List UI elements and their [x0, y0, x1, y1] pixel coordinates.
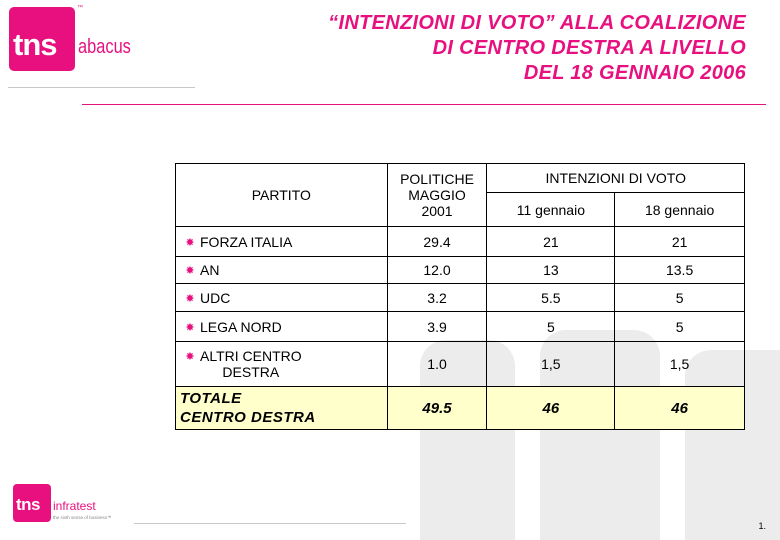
party-cell	[176, 342, 388, 387]
header-row	[176, 164, 745, 193]
asterisk-bullet-icon: ✸	[185, 351, 195, 363]
party-cell	[176, 312, 388, 342]
header-intenzioni: INTENZIONI DI VOTO	[487, 164, 745, 193]
value-2001: 1.0	[387, 342, 487, 387]
title-divider	[82, 104, 766, 105]
header-politiche	[387, 164, 487, 227]
header-18-gennaio: 18 gennaio	[615, 193, 745, 227]
party-name: AN	[200, 262, 220, 278]
logo-brand: tns	[16, 495, 40, 514]
logo-sub: infratest	[53, 499, 96, 513]
party-cell	[176, 257, 388, 284]
footer-divider	[134, 523, 406, 524]
logo-divider	[8, 87, 195, 88]
value-11-gennaio: 13	[487, 257, 615, 284]
value-11-gennaio: 5.5	[487, 284, 615, 312]
party-cell	[176, 284, 388, 312]
tns-infratest-logo	[13, 484, 133, 524]
table-row	[176, 257, 745, 284]
tns-abacus-logo	[9, 7, 149, 73]
party-name-l2: DESTRA	[222, 364, 280, 380]
total-11-gennaio: 46	[487, 387, 615, 430]
title-line-1: “INTENZIONI DI VOTO” ALLA COALIZIONE	[328, 12, 746, 34]
total-label-l1: TOTALE	[180, 390, 242, 407]
header-11-gennaio: 11 gennaio	[487, 193, 615, 227]
value-11-gennaio: 1,5	[487, 342, 615, 387]
page-number: 1.	[758, 521, 766, 531]
asterisk-bullet-icon: ✸	[185, 236, 195, 249]
value-18-gennaio: 13.5	[615, 257, 745, 284]
header-politiche-l2: MAGGIO	[408, 187, 466, 203]
value-2001: 29.4	[387, 227, 487, 257]
party-name: UDC	[200, 289, 231, 306]
table-row	[176, 227, 745, 257]
value-2001: 3.2	[387, 284, 487, 312]
table-row	[176, 284, 745, 312]
value-18-gennaio: 21	[615, 227, 745, 257]
asterisk-bullet-icon: ✸	[185, 292, 195, 305]
total-row	[176, 387, 745, 430]
header-politiche-l1: POLITICHE	[400, 171, 474, 187]
party-cell	[176, 227, 388, 257]
party-name: LEGA NORD	[200, 318, 282, 335]
total-18-gennaio: 46	[615, 387, 745, 430]
header-partito: PARTITO	[176, 164, 388, 227]
value-2001: 3.9	[387, 312, 487, 342]
total-2001: 49.5	[387, 387, 487, 430]
value-18-gennaio: 5	[615, 284, 745, 312]
logo-trademark: ™	[77, 5, 83, 11]
logo-brand: tns	[13, 27, 57, 62]
party-name-l1: ALTRI CENTRO	[200, 348, 302, 364]
voting-intentions-table	[175, 163, 745, 430]
asterisk-bullet-icon: ✸	[185, 321, 195, 334]
table-row	[176, 342, 745, 387]
header-politiche-l3: 2001	[421, 203, 453, 219]
value-2001: 12.0	[387, 257, 487, 284]
title-line-3: DEL 18 GENNAIO 2006	[523, 62, 746, 84]
total-label	[176, 387, 388, 430]
value-18-gennaio: 1,5	[615, 342, 745, 387]
logo-tagline: the sixth sense of business™	[53, 515, 112, 520]
title-line-2: DI CENTRO DESTRA A LIVELLO	[432, 37, 746, 59]
value-11-gennaio: 5	[487, 312, 615, 342]
party-name	[200, 348, 302, 380]
value-18-gennaio: 5	[615, 312, 745, 342]
page-title	[186, 11, 746, 86]
logo-sub: abacus	[78, 36, 131, 58]
total-label-l2: CENTRO DESTRA	[180, 409, 316, 426]
party-name: FORZA ITALIA	[200, 233, 293, 250]
table-row	[176, 312, 745, 342]
value-11-gennaio: 21	[487, 227, 615, 257]
asterisk-bullet-icon: ✸	[185, 265, 195, 277]
